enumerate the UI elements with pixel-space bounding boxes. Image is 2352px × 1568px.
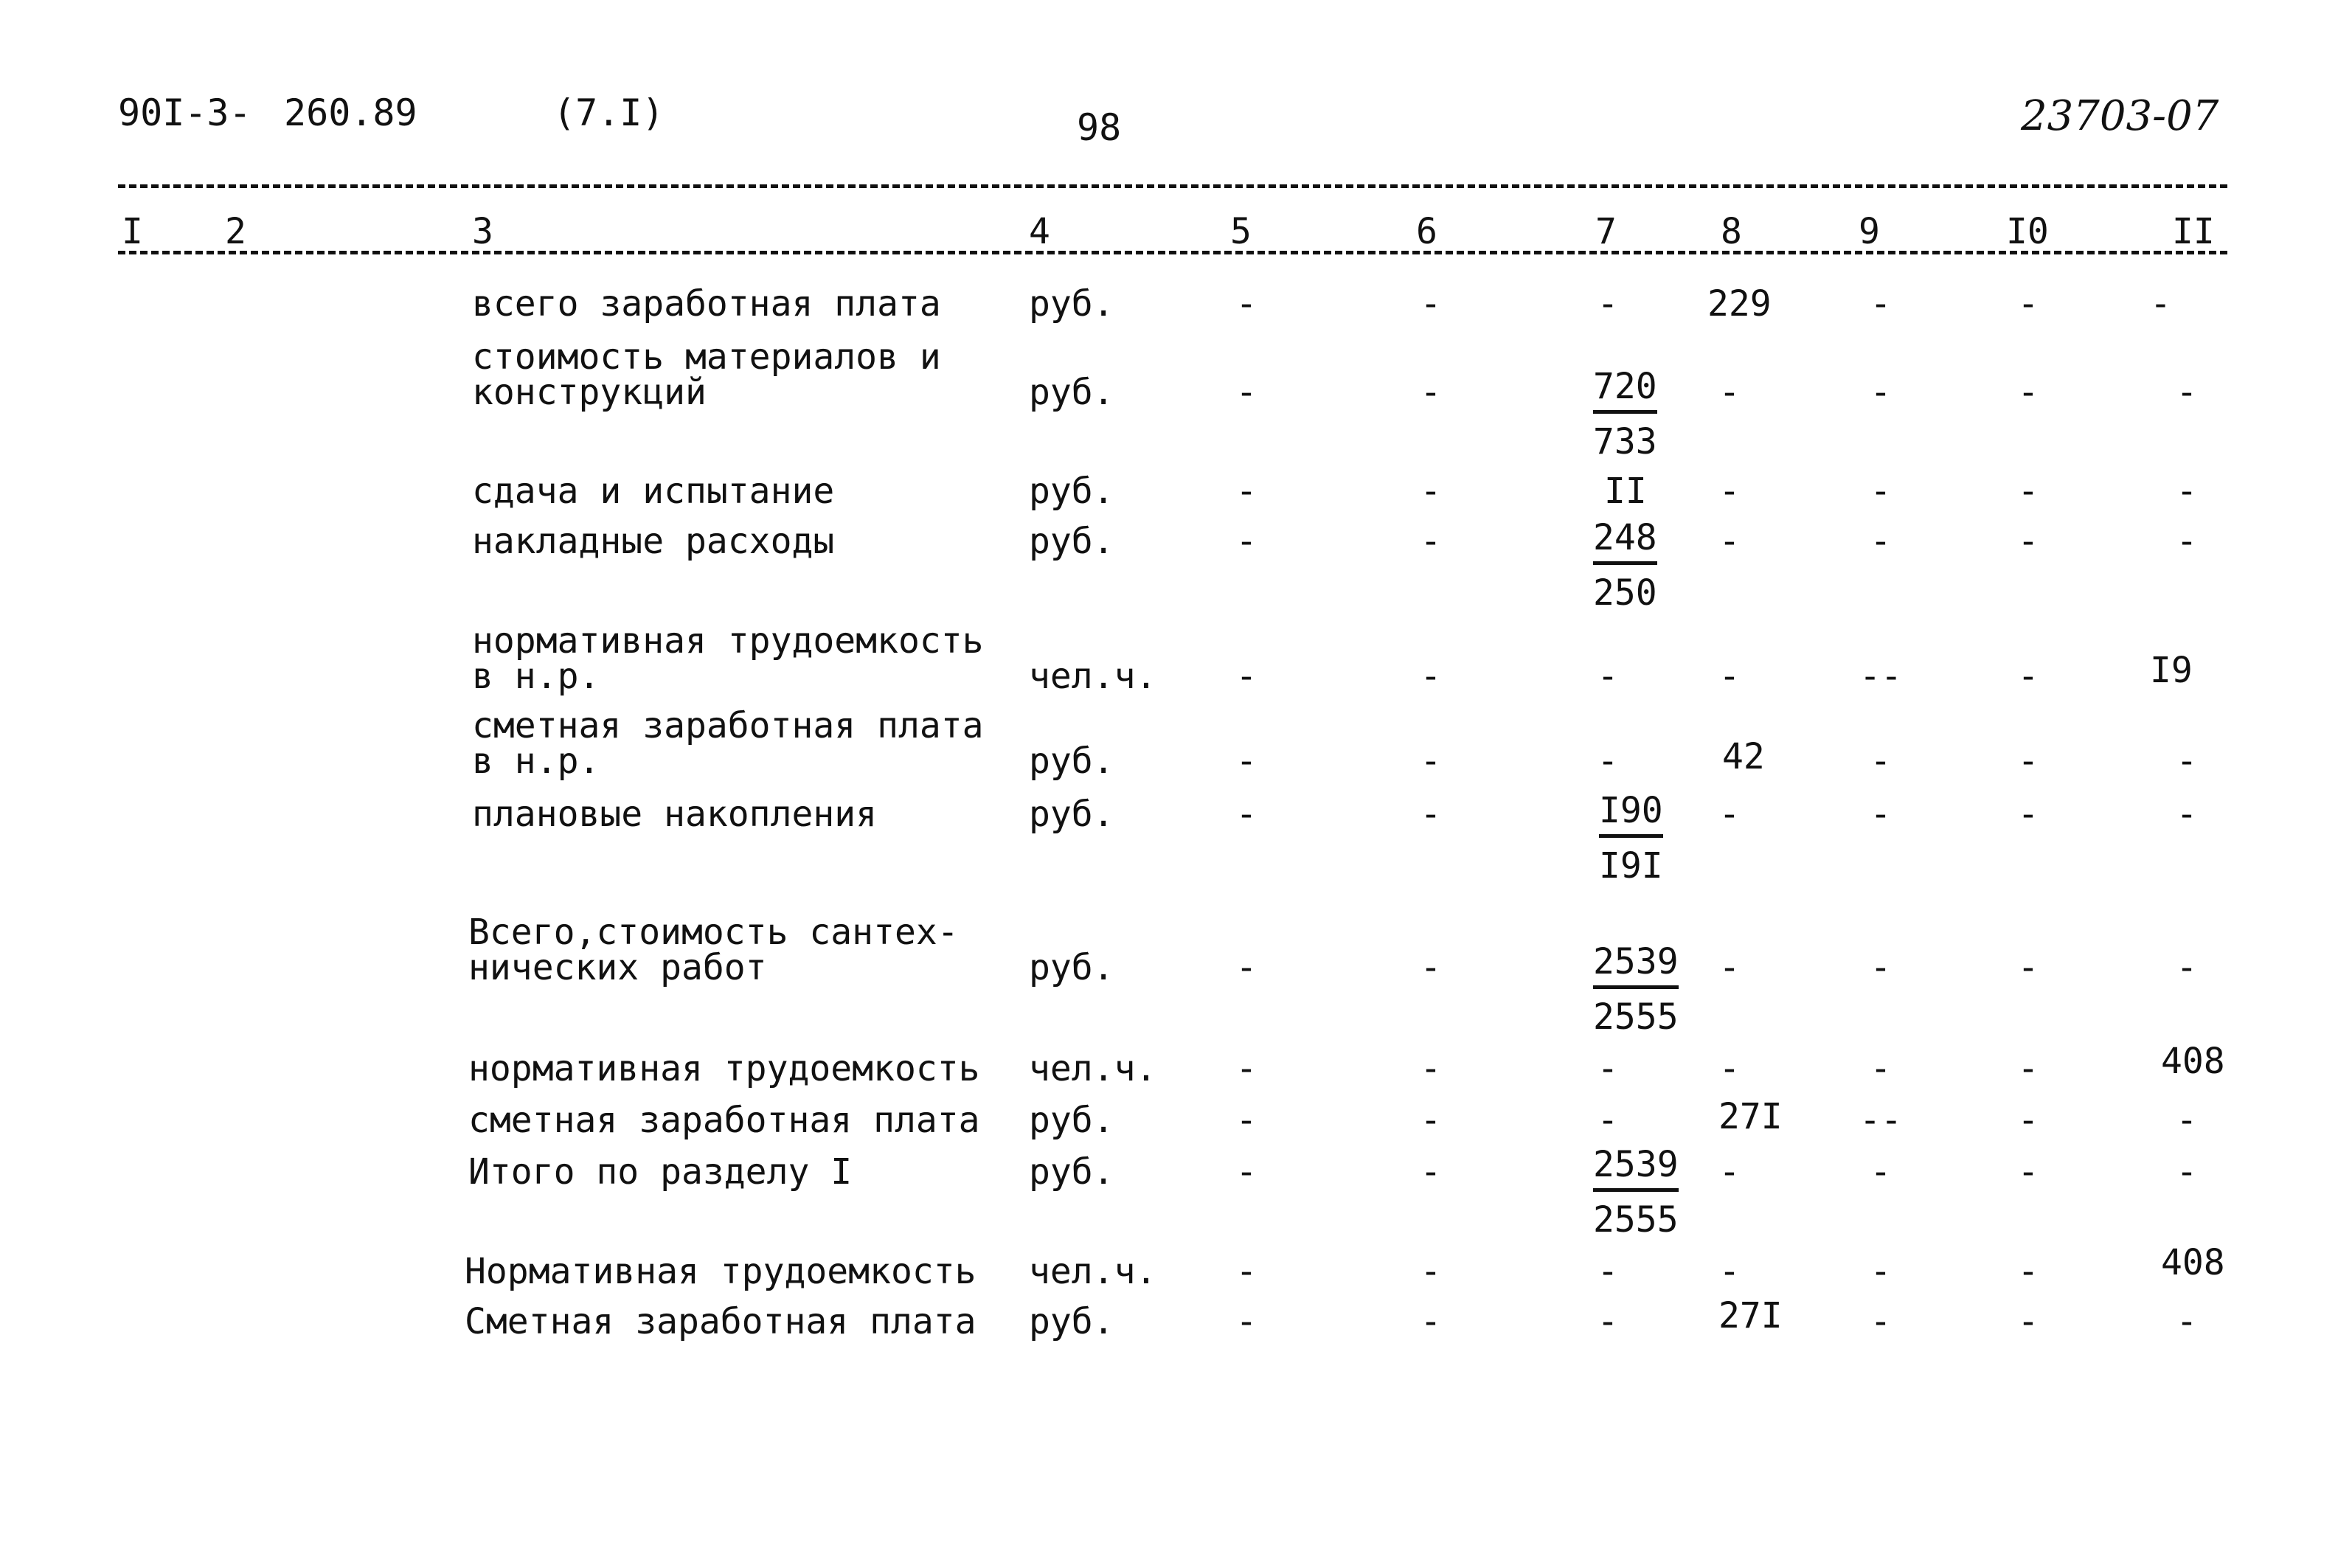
row-label: Сметная заработная плата [465, 1301, 976, 1342]
col5-value: - [1235, 1151, 1257, 1193]
col9-value: - [1870, 1151, 1892, 1193]
col5-value: - [1235, 1301, 1257, 1342]
col10-value: - [2017, 1251, 2039, 1292]
column-header-3: 3 [472, 211, 493, 252]
row-unit: руб. [1029, 283, 1114, 325]
col8-value: 27I [1718, 1295, 1783, 1336]
col10-value: - [2017, 1100, 2039, 1141]
col9-value: - [1870, 1251, 1892, 1292]
col9-value: - [1870, 283, 1892, 325]
col10-value: - [2017, 471, 2039, 512]
row-unit: руб. [1029, 1301, 1114, 1342]
row-label: накладные расходы [472, 521, 835, 562]
row-unit: чел.ч. [1029, 656, 1157, 697]
column-header-1: I [122, 211, 143, 252]
column-header-4: 4 [1029, 211, 1050, 252]
col11-value: - [2176, 947, 2198, 988]
col7-fraction: $\frac{248}{250}$ [1593, 517, 1657, 614]
col9-value: -- [1859, 656, 1902, 697]
col5-value: - [1235, 1100, 1257, 1141]
col7-value: - [1597, 740, 1619, 782]
col11-value: - [2176, 1301, 2198, 1342]
col9-value: -- [1859, 1100, 1902, 1141]
col5-value: - [1235, 372, 1257, 413]
row-label: стоимость материалов и конструкций [472, 336, 941, 413]
col10-value: - [2017, 283, 2039, 325]
col7-value: - [1597, 1048, 1619, 1089]
header-rule-top [118, 184, 2227, 188]
row-label: Итого по разделу I [468, 1151, 853, 1193]
col8-value: - [1718, 947, 1741, 988]
col11-value: I9 [2150, 650, 2193, 691]
col11-value: - [2176, 1151, 2198, 1193]
col10-value: - [2017, 794, 2039, 835]
col10-value: - [2017, 521, 2039, 562]
row-label: Нормативная трудоемкость [465, 1251, 976, 1292]
col6-value: - [1420, 1100, 1442, 1141]
col10-value: - [2017, 1151, 2039, 1193]
col7-value: II [1604, 471, 1647, 512]
col5-value: - [1235, 1048, 1257, 1089]
col7-value: - [1597, 1301, 1619, 1342]
column-header-9: 9 [1859, 211, 1880, 252]
col5-value: - [1235, 740, 1257, 782]
col9-value: - [1870, 1301, 1892, 1342]
col9-value: - [1870, 372, 1892, 413]
col7-value: - [1597, 656, 1619, 697]
row-label: нормативная трудоемкость [468, 1048, 980, 1089]
row-unit: руб. [1029, 947, 1114, 988]
col8-value: - [1718, 1251, 1741, 1292]
section-number: (7.I) [553, 91, 665, 134]
col8-value: - [1718, 1048, 1741, 1089]
col10-value: - [2017, 1301, 2039, 1342]
col6-value: - [1420, 947, 1442, 988]
col5-value: - [1235, 1251, 1257, 1292]
column-header-10: I0 [2006, 211, 2049, 252]
col9-value: - [1870, 794, 1892, 835]
col11-value: 408 [2161, 1041, 2225, 1082]
document-number: 260.89 [284, 91, 417, 134]
col5-value: - [1235, 656, 1257, 697]
column-header-7: 7 [1595, 211, 1617, 252]
column-header-11: II [2172, 211, 2215, 252]
row-unit: руб. [1029, 1151, 1114, 1193]
col7-fraction: $\frac{720}{733}$ [1593, 366, 1657, 462]
col6-value: - [1420, 1048, 1442, 1089]
row-label: нормативная трудоемкость в н.р. [472, 620, 984, 697]
col11-value: 408 [2161, 1242, 2225, 1283]
col8-value: 229 [1707, 283, 1772, 325]
col5-value: - [1235, 794, 1257, 835]
col6-value: - [1420, 1251, 1442, 1292]
column-header-2: 2 [225, 211, 246, 252]
col11-value: - [2176, 372, 2198, 413]
col7-value: - [1597, 1251, 1619, 1292]
row-unit: руб. [1029, 521, 1114, 562]
row-unit: руб. [1029, 740, 1114, 782]
col8-value: - [1718, 794, 1741, 835]
document-code: 90I-3- [118, 91, 251, 134]
col6-value: - [1420, 656, 1442, 697]
col6-value: - [1420, 521, 1442, 562]
row-unit: чел.ч. [1029, 1251, 1157, 1292]
col6-value: - [1420, 471, 1442, 512]
col5-value: - [1235, 471, 1257, 512]
col8-value: 42 [1722, 736, 1765, 777]
col11-value: - [2176, 794, 2198, 835]
row-label: сдача и испытание [472, 471, 835, 512]
col10-value: - [2017, 740, 2039, 782]
column-header-6: 6 [1416, 211, 1437, 252]
col8-value: - [1718, 521, 1741, 562]
col9-value: - [1870, 471, 1892, 512]
row-unit: руб. [1029, 794, 1114, 835]
col11-value: - [2176, 471, 2198, 512]
row-unit: руб. [1029, 471, 1114, 512]
col8-value: - [1718, 372, 1741, 413]
col10-value: - [2017, 1048, 2039, 1089]
archive-number: 23703-07 [2021, 92, 2219, 140]
col10-value: - [2017, 656, 2039, 697]
col11-value: - [2176, 521, 2198, 562]
page-number: 98 [1077, 106, 1122, 149]
column-header-5: 5 [1230, 211, 1252, 252]
col7-value: - [1597, 1100, 1619, 1141]
col5-value: - [1235, 521, 1257, 562]
row-label: плановые накопления [472, 794, 878, 835]
col7-fraction: $\frac{2539}{2555}$ [1593, 941, 1679, 1038]
col8-value: - [1718, 471, 1741, 512]
column-header-8: 8 [1721, 211, 1742, 252]
col5-value: - [1235, 947, 1257, 988]
col9-value: - [1870, 1048, 1892, 1089]
col11-value: - [2176, 1100, 2198, 1141]
col10-value: - [2017, 947, 2039, 988]
row-label: Всего,стоимость сантех- нических работ [468, 912, 959, 988]
col7-fraction: $\frac{I90}{I9I}$ [1599, 790, 1663, 887]
col8-value: - [1718, 656, 1741, 697]
row-label: сметная заработная плата [468, 1100, 980, 1141]
row-unit: руб. [1029, 372, 1114, 413]
col6-value: - [1420, 283, 1442, 325]
col11-value: - [2150, 283, 2171, 325]
col9-value: - [1870, 740, 1892, 782]
col9-value: - [1870, 521, 1892, 562]
col6-value: - [1420, 1151, 1442, 1193]
col6-value: - [1420, 372, 1442, 413]
row-unit: чел.ч. [1029, 1048, 1157, 1089]
col8-value: - [1718, 1151, 1741, 1193]
header-rule-bottom [118, 251, 2227, 254]
col6-value: - [1420, 740, 1442, 782]
col6-value: - [1420, 794, 1442, 835]
col10-value: - [2017, 372, 2039, 413]
col5-value: - [1235, 283, 1257, 325]
col7-value: - [1597, 283, 1619, 325]
row-label: сметная заработная плата в н.р. [472, 705, 984, 782]
row-unit: руб. [1029, 1100, 1114, 1141]
col6-value: - [1420, 1301, 1442, 1342]
row-label: всего заработная плата [472, 283, 941, 325]
col8-value: 27I [1718, 1096, 1783, 1137]
col7-fraction: $\frac{2539}{2555}$ [1593, 1144, 1679, 1241]
col11-value: - [2176, 740, 2198, 782]
col9-value: - [1870, 947, 1892, 988]
